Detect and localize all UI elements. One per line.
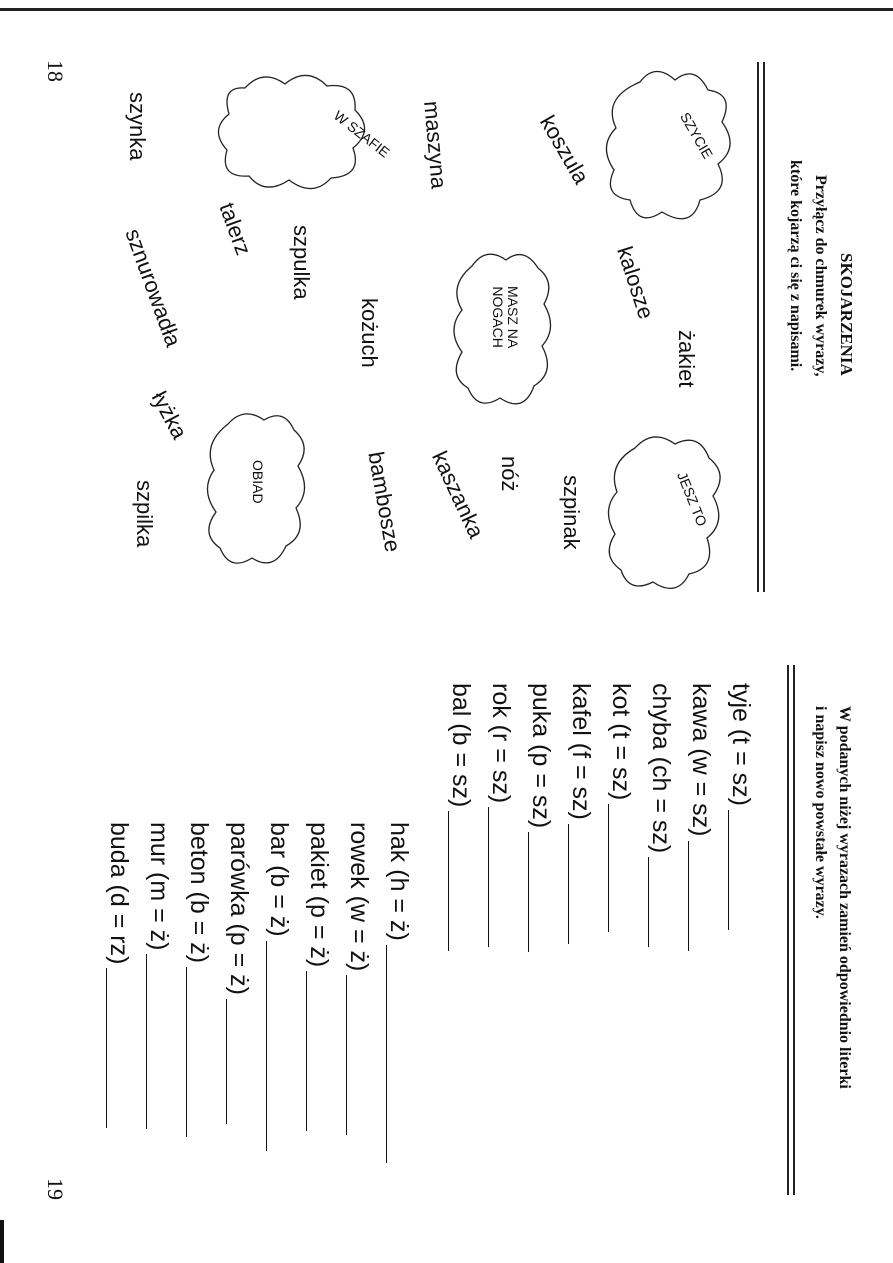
section1-title: SKOJARZENIA <box>837 253 856 376</box>
word-noz: nóż <box>497 456 522 492</box>
section1-instruction-1: Przyłącz do chmurek wyrazy, <box>812 175 829 377</box>
section2-rule-b <box>793 665 795 1195</box>
section1-instruction-2: które kojarzą ci się z napisami. <box>787 160 804 372</box>
word-zakiet: żakiet <box>674 330 699 388</box>
word-szpulka: szpulka <box>289 225 314 300</box>
exercise-right-6: beton (b = ż) <box>186 822 211 1137</box>
section1-rule-a <box>757 62 759 592</box>
word-sznurowadla: sznurowadła <box>120 225 187 350</box>
binding-mark <box>0 1220 4 1263</box>
section2-instruction-1: W podanych niżej wyrazach zamień odpowiednio literki <box>836 706 853 1089</box>
exercise-left-7: rok (r = sz) <box>488 683 513 947</box>
word-kozuch: kożuch <box>357 298 382 368</box>
page-top-edge <box>0 8 893 11</box>
exercise-left-1: tyje (t = sz) <box>728 683 753 930</box>
exercise-right-5: parówka (p = ż) <box>226 822 251 1124</box>
word-koszula: koszula <box>535 111 595 189</box>
exercise-left-8: bal (b = sz) <box>448 683 473 951</box>
exercise-right-3: pakiet (p = ż) <box>306 822 331 1131</box>
cloud-label-w-szafie: W SZAFIE <box>330 107 393 161</box>
cloud-label-jesz-to: JESZ TO <box>674 469 711 529</box>
cloud-label-szycie: SZYCIE <box>677 109 717 162</box>
word-bambosze: bambosze <box>363 449 406 554</box>
exercise-right-1: hak (h = ż) <box>386 822 411 1163</box>
page-number-right: 19 <box>43 1178 68 1200</box>
page-number-left: 18 <box>43 60 68 82</box>
section2-instruction-2: i napisz nowo powstałe wyrazy. <box>812 706 829 919</box>
exercise-left-2: kawa (w = sz) <box>688 683 713 951</box>
word-szpinak: szpinak <box>559 475 584 550</box>
word-szynka: szynka <box>125 92 150 161</box>
cloud-label-obiad: OBIAD <box>250 460 266 504</box>
exercise-left-3: chyba (ch = sz) <box>648 683 673 947</box>
word-kalosze: kalosze <box>612 243 659 323</box>
word-lyzka: łyżka <box>146 387 193 444</box>
section2-rule-a <box>787 665 789 1195</box>
exercise-left-4: kot (t = sz) <box>608 683 633 932</box>
exercise-right-8: buda (d = rz) <box>106 822 131 1128</box>
exercise-right-4: bar (b = ż) <box>266 822 291 1151</box>
exercise-left-6: puka (p = sz) <box>528 683 553 952</box>
exercise-right-2: rowek (w = ż) <box>346 822 371 1135</box>
cloud-label-masz-na-nogach: MASZ NA NOGACH <box>489 286 521 349</box>
exercise-right-7: mur (m = ż) <box>146 822 171 1129</box>
word-szpilka: szpilka <box>132 480 157 548</box>
word-maszyna: maszyna <box>419 99 452 190</box>
section1-rule-b <box>763 62 765 592</box>
cloud-szycie <box>600 62 740 232</box>
word-talerz: talerz <box>214 199 257 259</box>
exercise-left-5: kafel (f = sz) <box>568 683 593 944</box>
word-kaszanka: kaszanka <box>427 447 490 542</box>
